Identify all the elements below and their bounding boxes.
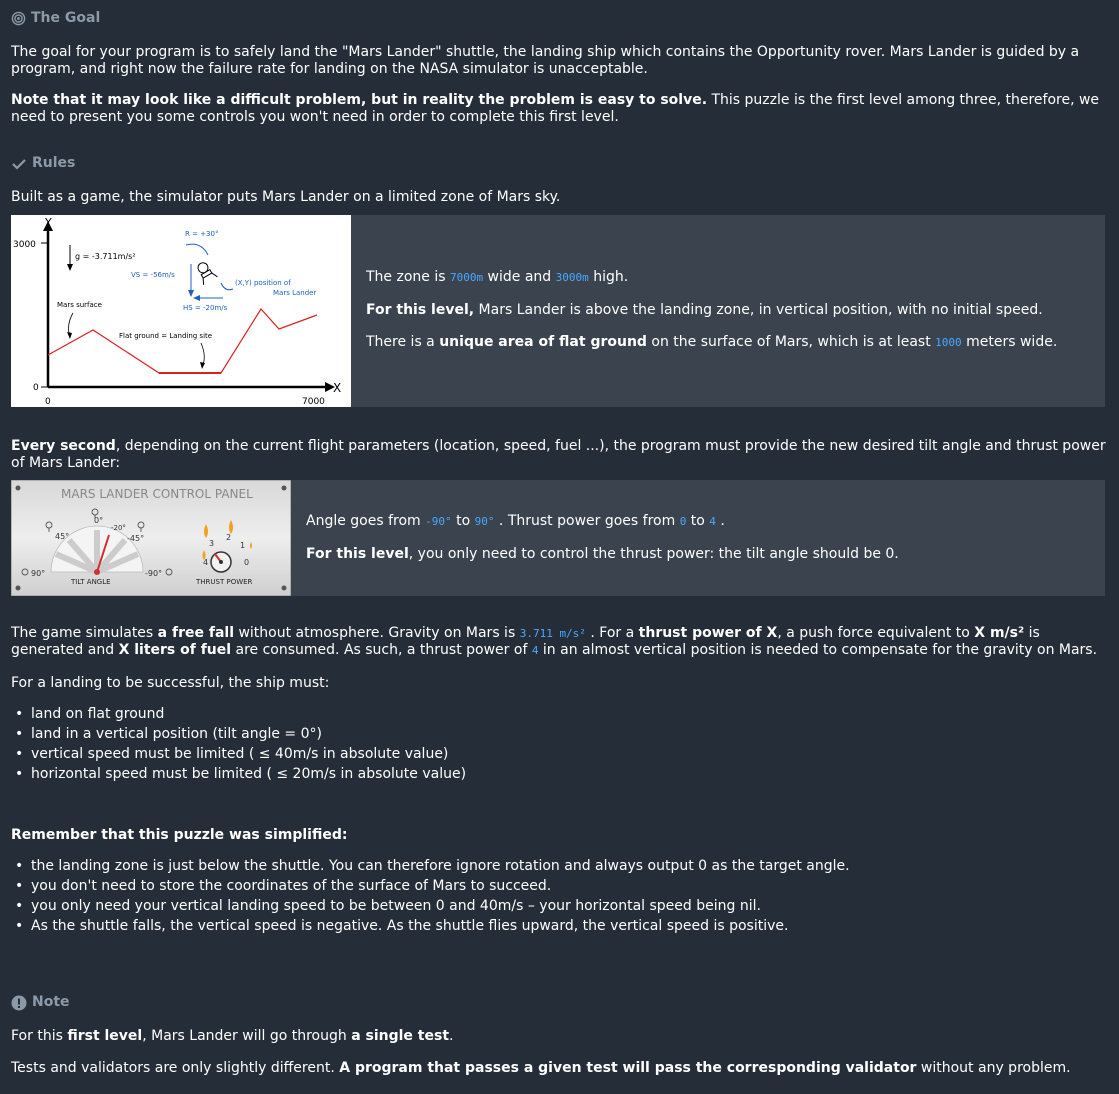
control-panel-title: MARS LANDER CONTROL PANEL	[61, 487, 253, 501]
y-axis-label: Y	[45, 216, 52, 229]
power-2-label: 2	[226, 533, 232, 542]
control-level-line	[306, 546, 1086, 563]
every-bold: Every second	[11, 438, 116, 454]
angle-min-value: -90°	[425, 515, 452, 528]
note-p1-a: For this	[11, 1028, 68, 1044]
list-item: • you don't need to store the coordinates of the surface of Mars to succeed.	[11, 876, 850, 896]
thrust-text-b: to	[686, 513, 710, 529]
level-bold: For this level,	[366, 302, 475, 318]
rules-title: Rules	[32, 155, 76, 171]
gravity-label: g = -3.711m/s²	[75, 252, 136, 261]
angle-45-label: 45°	[55, 532, 70, 541]
every-second-paragraph	[11, 438, 1106, 472]
flat-ground-line-text	[366, 334, 1086, 351]
rotation-label: R = +30°	[185, 230, 219, 238]
zone-width-value: 7000m	[449, 271, 484, 284]
thrust-min-value: 0	[679, 515, 687, 528]
flat-bold: unique area of flat ground	[439, 334, 647, 350]
angle-m20-label: -20°	[111, 524, 126, 532]
note-title: Note	[32, 994, 70, 1010]
sim-text-c: . For a	[585, 625, 639, 641]
thrust-max-value: 4	[709, 515, 716, 528]
check-icon	[11, 157, 27, 171]
angle-max-value: 90°	[474, 515, 495, 528]
list-item: • land on flat ground	[11, 704, 466, 724]
control-panel-image	[11, 480, 291, 596]
power-1-label: 1	[240, 541, 246, 550]
sim-text-g: in an almost vertical position is needed to compensate for the gravity on Mars.	[538, 642, 1098, 658]
zone-size-text-c: high.	[588, 269, 629, 285]
note-paragraph-1	[11, 1028, 1106, 1045]
sim-text-a: The game simulates	[11, 625, 158, 641]
power-0-label: 0	[244, 558, 250, 567]
position-label-1: (X,Y) position of	[235, 279, 291, 287]
goal-note-rest: This puzzle is the first level among three, therefore, we need to present you some controls you won't need in order to complete this first level.	[11, 92, 1100, 125]
vspeed-label: VS = -56m/s	[131, 271, 175, 279]
y-zero-label: 0	[33, 383, 39, 393]
zone-size-text-b: wide and	[483, 269, 556, 285]
thrust-text-c: .	[715, 513, 725, 529]
goal-paragraph-1: The goal for your program is to safely land the "Mars Lander" shuttle, the landing ship which contains the Opportunity rover. Mars Lander is guided by a program, and right now the failure rate for landing on the NASA simulator is unacceptable.	[11, 44, 1080, 77]
note-p2-bold: A program that passes a given test will pass the corresponding validator	[339, 1060, 917, 1076]
flat-text-a: There is a	[366, 334, 440, 350]
sim-bold-3: X m/s²	[974, 625, 1025, 641]
zone-text	[366, 269, 1086, 351]
zone-panel	[11, 215, 1105, 407]
control-panel-box	[11, 480, 1105, 596]
note-p2-a: Tests and validators are only slightly different.	[11, 1060, 340, 1076]
goal-section-title	[11, 10, 100, 27]
goal-note-bold: Note that it may look like a difficult problem, but in reality the problem is easy to solve.	[11, 92, 708, 108]
goal-title: The Goal	[31, 10, 101, 26]
angle-line	[306, 513, 1086, 546]
angle-m45-label: -45°	[127, 534, 145, 543]
rules-intro: Built as a game, the simulator puts Mars Lander on a limited zone of Mars sky.	[11, 189, 561, 205]
y-max-label: 3000	[13, 240, 36, 250]
control-text	[306, 513, 1086, 563]
rules-section-title	[11, 155, 75, 172]
remember-heading	[11, 827, 1106, 844]
success-list	[11, 704, 466, 784]
note-p1-bold-2: a single test	[351, 1028, 450, 1044]
list-item: • horizontal speed must be limited ( ≤ 20m/s in absolute value)	[11, 764, 466, 784]
exclamation-icon	[11, 995, 27, 1011]
control-level-bold: For this level	[306, 546, 409, 562]
list-item: • vertical speed must be limited ( ≤ 40m/s in absolute value)	[11, 744, 466, 764]
note-section-title	[11, 994, 70, 1011]
sim-bold-4: X liters of fuel	[118, 642, 232, 658]
x-zero-label: 0	[45, 397, 51, 407]
surface-label: Mars surface	[57, 301, 102, 309]
note-p1-c: .	[449, 1028, 454, 1044]
sim-bold-2: thrust power of X	[638, 625, 778, 641]
position-label-2: Mars Lander	[273, 289, 317, 297]
sim-text-b: without atmosphere. Gravity on Mars is	[234, 625, 520, 641]
angle-text-b: to	[451, 513, 475, 529]
flat-text-b: on the surface of Mars, which is at least	[646, 334, 936, 350]
sim-text-d: , a push force equivalent to	[777, 625, 975, 641]
angle-text-c: . Thrust power goes from	[494, 513, 680, 529]
zone-size-line	[366, 269, 1086, 302]
level-line	[366, 302, 1086, 334]
zone-diagram	[11, 215, 351, 407]
note-p2-b: without any problem.	[916, 1060, 1071, 1076]
note-paragraph-2	[11, 1060, 1106, 1077]
goal-paragraph-2	[11, 92, 1106, 126]
list-item: • land in a vertical position (tilt angle = 0°)	[11, 724, 466, 744]
free-fall-paragraph	[11, 625, 1106, 659]
gravity-value: 3.711 m/s²	[519, 627, 586, 640]
control-level-rest: , you only need to control the thrust power: the tilt angle should be 0.	[408, 546, 899, 562]
list-item: • you only need your vertical landing speed to be between 0 and 40m/s – your horizontal speed being nil.	[11, 896, 850, 916]
list-item: • the landing zone is just below the shuttle. You can therefore ignore rotation and always output 0 as the target angle.	[11, 856, 850, 876]
flat-label: Flat ground = Landing site	[119, 332, 213, 340]
flat-width-value: 1000	[935, 336, 962, 349]
note-p1-b: , Mars Lander will go through	[142, 1028, 352, 1044]
sim-power-value: 4	[531, 644, 539, 657]
power-3-label: 3	[209, 539, 215, 548]
success-intro: For a landing to be successful, the ship must:	[11, 675, 330, 691]
hspeed-label: HS = -20m/s	[183, 304, 228, 312]
remember-bold: Remember that this puzzle was simplified:	[11, 827, 348, 843]
every-rest: , depending on the current flight parameters (location, speed, fuel ...), the program must provide the new desired tilt angle and thrust power of Mars Lander:	[11, 438, 1106, 471]
x-max-label: 7000	[302, 397, 325, 407]
sim-text-e: is generated and	[11, 625, 1040, 658]
sim-bold-1: a free fall	[157, 625, 234, 641]
angle-0-label: 0°	[94, 516, 104, 525]
zone-size-text-a: The zone is	[366, 269, 450, 285]
list-item: • As the shuttle falls, the vertical speed is negative. As the shuttle flies upward, the vertical speed is positive.	[11, 916, 850, 936]
angle-90-label: 90°	[31, 569, 46, 578]
thrust-label: THRUST POWER	[196, 578, 253, 586]
target-icon	[11, 11, 26, 26]
x-axis-label: X	[333, 381, 342, 395]
thrust-dial	[211, 552, 231, 572]
angle-text-a: Angle goes from	[306, 513, 426, 529]
flat-text-c: meters wide.	[961, 334, 1058, 350]
remember-list	[11, 856, 850, 936]
power-4-label: 4	[203, 558, 209, 567]
note-p1-bold-1: first level	[67, 1028, 143, 1044]
tilt-label: TILT ANGLE	[71, 578, 111, 586]
zone-height-value: 3000m	[555, 271, 589, 284]
level-rest: Mars Lander is above the landing zone, in vertical position, with no initial speed.	[474, 302, 1043, 318]
angle-m90-label: -90°	[145, 569, 163, 578]
sim-text-f: are consumed. As such, a thrust power of	[231, 642, 532, 658]
